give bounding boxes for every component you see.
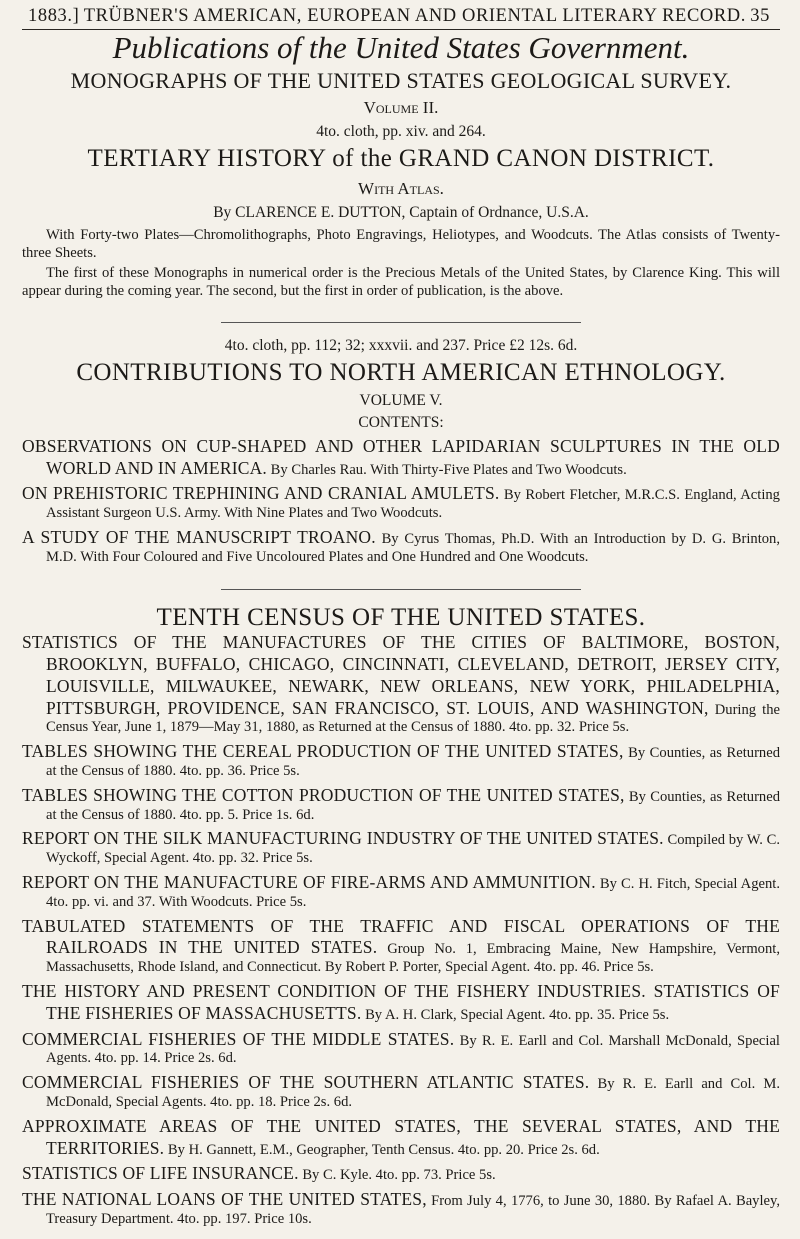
tertiary-author: By CLARENCE E. DUTTON, Captain of Ordnance, U.S.A.: [213, 203, 589, 221]
census-entries: [22, 632, 780, 1229]
census-entry: THE HISTORY AND PRESENT CONDITION OF THE FISHERY INDUSTRIES. STATISTICS OF THE FISHERIES OF MASSACHUSETTS. By A. H. Clark, Special Agent. 4to. pp. 35. Price 5s.: [22, 981, 780, 1023]
census-entry: THE NATIONAL LOANS OF THE UNITED STATES, From July 4, 1776, to June 30, 1880. By Rafael A. Bayley, Treasury Department. 4to. pp. 197. Price 10s.: [22, 1189, 780, 1227]
header-year: 1883.]: [28, 6, 80, 26]
census-entry: TABLES SHOWING THE COTTON PRODUCTION OF THE UNITED STATES, By Counties, as Returned at the Census of 1880. 4to. pp. 5. Price 1s. 6d.: [22, 784, 780, 823]
tertiary-paragraph-2: The first of these Monographs in numerical order is the Precious Metals of the United States, by Clarence King. This will appear during the coming year. The second, but the first in order of publication, is the above.: [22, 264, 780, 299]
census-entry: TABLES SHOWING THE CEREAL PRODUCTION OF THE UNITED STATES, By Counties, as Returned at the Census of 1880. 4to. pp. 36. Price 5s.: [22, 741, 780, 780]
section-title: Publications of the United States Government.: [112, 30, 690, 65]
ethnology-contents-label: CONTENTS:: [358, 413, 444, 431]
census-entry: STATISTICS OF THE MANUFACTURES OF THE CITIES OF BALTIMORE, BOSTON, BROOKLYN, BUFFALO, CHICAGO, CINCINNATI, CLEVELAND, DETROIT, JERSEY CITY, LOUISVILLE, MILWAUKEE, NEWARK, NEW ORLEANS, NEW YORK, PHILADELPHIA, PITTSBURGH, PROVIDENCE, SAN FRANCISCO, ST. LOUIS, AND WASHINGTON, During the Census Year, June 1, 1879—May 31, 1880, as Returned at the Census of 1880. 4to. pp. 32. Price 5s.: [22, 632, 781, 736]
census-entry: TABULATED STATEMENTS OF THE TRAFFIC AND FISCAL OPERATIONS OF THE RAILROADS IN THE UNITED STATES. Group No. 1, Embracing Maine, New Hampshire, Vermont, Massachusetts, Rhode Island, and Connecticut. By Robert P. Porter, Special Agent. 4to. pp. 46. Price 5s.: [22, 915, 780, 976]
section-divider: [221, 322, 581, 323]
census-entry: STATISTICS OF LIFE INSURANCE. By C. Kyle. 4to. pp. 73. Price 5s.: [22, 1163, 496, 1184]
running-head: [22, 6, 780, 27]
ethnology-volume: VOLUME V.: [359, 391, 443, 409]
tertiary-price: 4to. cloth, pp. 112; 32; xxxvii. and 237. Price £2 12s. 6d.: [224, 336, 578, 354]
ethnology-entries: [22, 436, 780, 567]
monographs-format: 4to. cloth, pp. xiv. and 264.: [316, 122, 486, 140]
census-entry: REPORT ON THE MANUFACTURE OF FIRE-ARMS AND AMMUNITION. By C. H. Fitch, Special Agent. 4to. pp. vi. and 37. With Woodcuts. Price 5s.: [22, 872, 780, 910]
ethnology-entry: ON PREHISTORIC TREPHINING AND CRANIAL AMULETS. By Robert Fletcher, M.R.C.S. England, Acting Assistant Surgeon U.S. Army. With Nine Plates and Two Woodcuts.: [22, 483, 780, 522]
ethnology-heading: CONTRIBUTIONS TO NORTH AMERICAN ETHNOLOGY.: [76, 358, 726, 386]
ethnology-entry: OBSERVATIONS ON CUP-SHAPED AND OTHER LAPIDARIAN SCULPTURES IN THE OLD WORLD AND IN AMERICA. By Charles Rau. With Thirty-Five Plates and Two Woodcuts.: [22, 435, 780, 478]
ethnology-entry: A STUDY OF THE MANUSCRIPT TROANO. By Cyrus Thomas, Ph.D. With an Introduction by D. G. Brinton, M.D. With Four Coloured and Five Uncoloured Plates and One Hundred and One Woodcuts.: [22, 526, 780, 565]
tertiary-with-atlas: With Atlas.: [358, 178, 444, 198]
header-title: TRÜBNER'S AMERICAN, EUROPEAN AND ORIENTAL LITERARY RECORD.: [83, 6, 746, 26]
census-entry: COMMERCIAL FISHERIES OF THE SOUTHERN ATLANTIC STATES. By R. E. Earll and Col. M. McDonald, Special Agents. 4to. pp. 18. Price 2s. 6d.: [22, 1072, 780, 1110]
monographs-heading: MONOGRAPHS OF THE UNITED STATES GEOLOGICAL SURVEY.: [70, 67, 732, 93]
tertiary-paragraph-1: With Forty-two Plates—Chromolithographs, Photo Engravings, Heliotypes, and Woodcuts. The Atlas consists of Twenty-three Sheets.: [22, 226, 780, 261]
monographs-volume: Volume II.: [363, 97, 439, 117]
census-entry: APPROXIMATE AREAS OF THE UNITED STATES, THE SEVERAL STATES, AND THE TERRITORIES. By H. Gannett, E.M., Geographer, Tenth Census. 4to. pp. 20. Price 2s. 6d.: [22, 1115, 780, 1158]
tertiary-heading: TERTIARY HISTORY of the GRAND CANON DISTRICT.: [87, 144, 715, 172]
census-entry: REPORT ON THE SILK MANUFACTURING INDUSTRY OF THE UNITED STATES. Compiled by W. C. Wyckoff, Special Agent. 4to. pp. 32. Price 5s.: [22, 828, 780, 867]
census-entry: COMMERCIAL FISHERIES OF THE MIDDLE STATES. By R. E. Earll and Col. Marshall McDonald, Special Agents. 4to. pp. 14. Price 2s. 6d.: [22, 1028, 780, 1067]
header-page-number: 35: [750, 6, 770, 26]
section-divider: [221, 589, 581, 590]
census-heading: TENTH CENSUS OF THE UNITED STATES.: [156, 603, 646, 631]
